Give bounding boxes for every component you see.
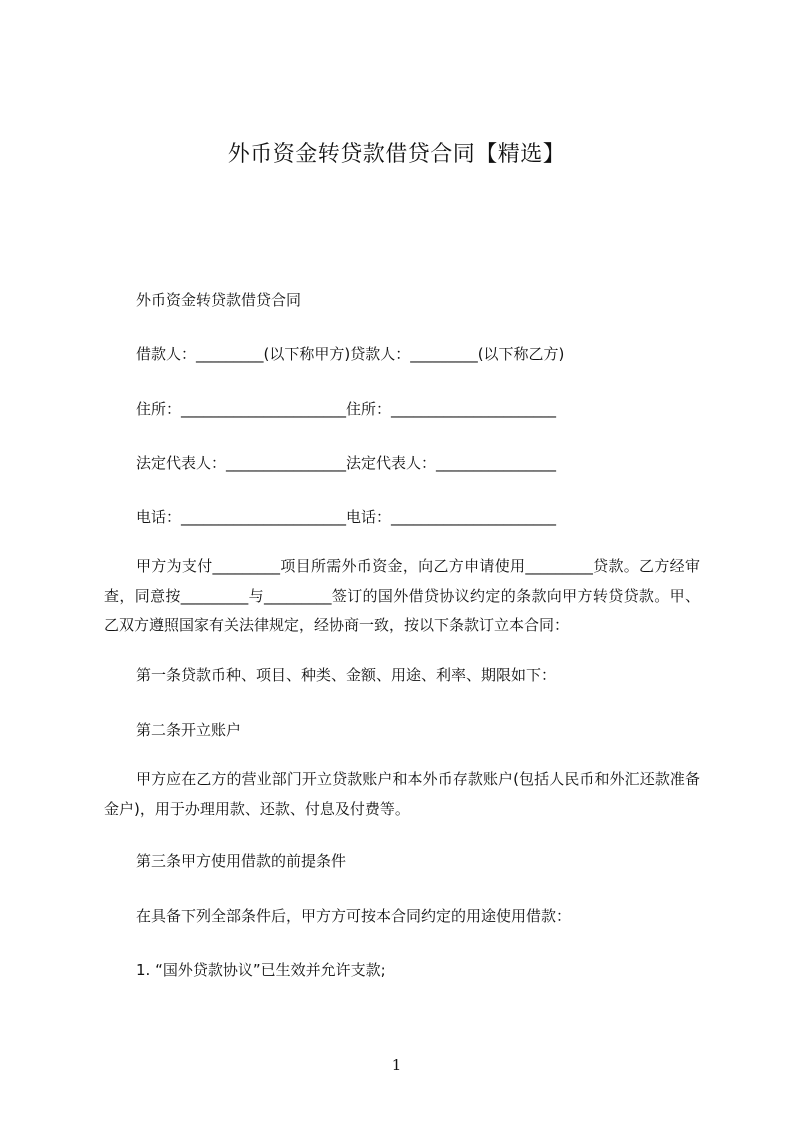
- parties-line: 借款人：_________(以下称甲方)贷款人：_________(以下称乙方): [136, 345, 565, 363]
- article-2-heading: 第二条开立账户: [136, 721, 242, 739]
- article-2-body: 甲方应在乙方的营业部门开立贷款账户和本外币存款账户(包括人民币和外汇还款准备金户)，用于办理用款、还款、付息及付费等。: [104, 770, 700, 818]
- article-3-intro: 在具备下列全部条件后，甲方方可按本合同约定的用途使用借款：: [136, 907, 572, 925]
- legal-representative-line: 法定代表人：________________法定代表人：________________: [136, 454, 557, 472]
- article-1: 第一条贷款币种、项目、种类、金额、用途、利率、期限如下：: [136, 666, 557, 684]
- contract-subtitle: 外币资金转贷款借贷合同: [136, 291, 302, 309]
- article-3-heading: 第三条甲方使用借款的前提条件: [136, 852, 347, 870]
- document-title: 外币资金转贷款借贷合同【精选】: [227, 142, 566, 167]
- address-line: 住所：______________________住所：______________________: [136, 400, 557, 418]
- intro-paragraph: 甲方为支付_________项目所需外币资金，向乙方申请使用_________贷款。乙方经审查，同意按_________与_________签订的国外借贷协议约定的条款向甲方转贷贷款。甲、乙双方遵照国家有关法律规定，经协商一致，按以下条款订立本合同：: [104, 557, 700, 634]
- phone-line: 电话：______________________电话：______________________: [136, 508, 557, 526]
- page-number: 1: [391, 1056, 402, 1074]
- article-3-item-1: 1. “国外贷款协议”已生效并允许支款;: [136, 961, 386, 979]
